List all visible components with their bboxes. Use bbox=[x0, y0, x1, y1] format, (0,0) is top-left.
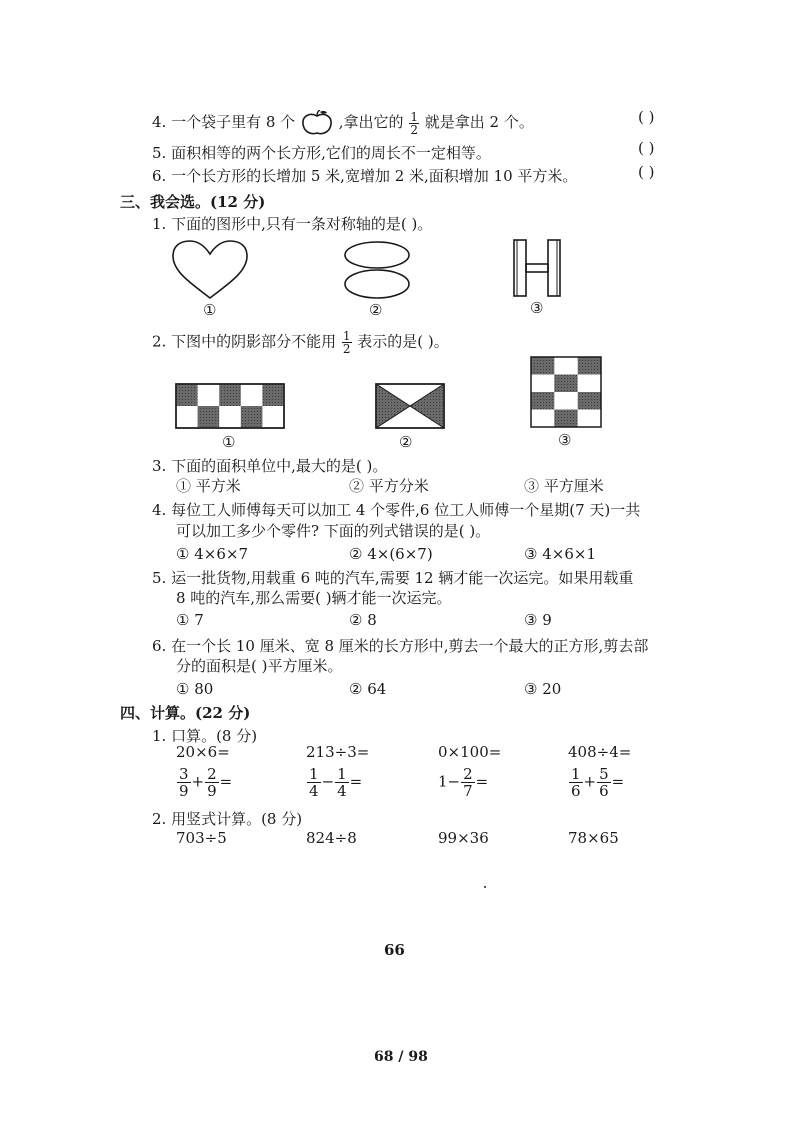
vertical-calc-2: 824÷8 bbox=[306, 829, 357, 847]
question-3-4-line1: 4. 每位工人师傅每天可以加工 4 个零件,6 位工人师傅一个星期(7 天)一共 bbox=[152, 501, 641, 519]
q-number: 4. bbox=[152, 113, 167, 131]
fraction-half: $\frac{1}{2}$ bbox=[342, 329, 351, 356]
q-text-a: 2. 下图中的阴影部分不能用 bbox=[152, 332, 337, 351]
option-label-3[interactable]: ③ bbox=[558, 431, 572, 449]
question-3-5-line1: 5. 运一批货物,用载重 6 吨的汽车,需要 12 辆才能一次运完。如果用载重 bbox=[152, 569, 634, 587]
question-2-6 bbox=[152, 166, 577, 186]
section-4-title: 四、计算。(22 分) bbox=[120, 704, 251, 722]
question-4-2-title: 2. 用竖式计算。(8 分) bbox=[152, 810, 303, 828]
option-label-1[interactable]: ① bbox=[222, 433, 236, 451]
q-number: 5. bbox=[152, 144, 167, 162]
page-counter: 68 / 98 bbox=[374, 1049, 428, 1065]
oral-calc-2: 213÷3= bbox=[306, 743, 370, 761]
vertical-calc-4: 78×65 bbox=[568, 829, 619, 847]
page-number: 66 bbox=[384, 941, 405, 959]
q-number: 6. bbox=[152, 167, 167, 185]
q-text-c: 就是拿出 2 个。 bbox=[424, 113, 534, 131]
option-3-6-3[interactable]: ③ 20 bbox=[524, 680, 562, 698]
answer-paren-2-6[interactable]: ( ) bbox=[638, 163, 655, 181]
option-label-2[interactable]: ② bbox=[369, 301, 383, 319]
two-ellipses-shape bbox=[342, 240, 412, 300]
oral-calc-4: 408÷4= bbox=[568, 743, 632, 761]
option-label-3[interactable]: ③ bbox=[530, 299, 544, 317]
option-3-5-1[interactable]: ① 7 bbox=[176, 611, 204, 629]
option-3-5-2[interactable]: ② 8 bbox=[349, 611, 377, 629]
checker-rectangle-figure bbox=[175, 383, 285, 429]
oral-calc-1: 20×6= bbox=[176, 743, 230, 761]
option-3-3-3[interactable]: ③ 平方厘米 bbox=[524, 477, 604, 495]
q-text: 面积相等的两个长方形,它们的周长不一定相等。 bbox=[171, 144, 491, 162]
question-4-1-title: 1. 口算。(8 分) bbox=[152, 727, 258, 745]
apple-icon bbox=[300, 110, 334, 136]
vertical-calc-3: 99×36 bbox=[438, 829, 489, 847]
q-text: 一个长方形的长增加 5 米,宽增加 2 米,面积增加 10 平方米。 bbox=[171, 167, 578, 185]
oral-calc-8: $\frac{1}{6}$ + $\frac{5}{6}$ = bbox=[571, 765, 625, 800]
answer-paren-2-4[interactable]: ( ) bbox=[638, 108, 655, 126]
speck bbox=[484, 886, 486, 888]
option-3-5-3[interactable]: ③ 9 bbox=[524, 611, 552, 629]
option-label-1[interactable]: ① bbox=[203, 301, 217, 319]
option-3-3-2[interactable]: ② 平方分米 bbox=[349, 477, 429, 495]
letter-h-shape bbox=[512, 238, 562, 298]
option-3-4-1[interactable]: ① 4×6×7 bbox=[176, 545, 248, 563]
option-3-3-1[interactable]: ① 平方米 bbox=[176, 477, 241, 495]
bowtie-rectangle-figure bbox=[375, 383, 445, 429]
option-3-4-3[interactable]: ③ 4×6×1 bbox=[524, 545, 596, 563]
question-3-5-line2: 8 吨的汽车,那么需要( )辆才能一次运完。 bbox=[176, 589, 452, 607]
question-3-3: 3. 下面的面积单位中,最大的是( )。 bbox=[152, 457, 388, 475]
oral-calc-7: 1− $\frac{2}{7}$ = bbox=[438, 765, 489, 800]
option-label-2[interactable]: ② bbox=[399, 433, 413, 451]
question-2-4 bbox=[152, 110, 534, 136]
oral-calc-6: $\frac{1}{4}$ − $\frac{1}{4}$ = bbox=[309, 765, 363, 800]
fraction-half: $\frac{1}{2}$ bbox=[410, 109, 418, 137]
option-3-6-2[interactable]: ② 64 bbox=[349, 680, 387, 698]
question-3-4-line2: 可以加工多少个零件? 下面的列式错误的是( )。 bbox=[176, 522, 491, 540]
q-text-b: 表示的是( )。 bbox=[357, 332, 449, 351]
vertical-calc-1: 703÷5 bbox=[176, 829, 227, 847]
oral-calc-3: 0×100= bbox=[438, 743, 502, 761]
question-3-1: 1. 下面的图形中,只有一条对称轴的是( )。 bbox=[152, 215, 433, 233]
answer-paren-2-5[interactable]: ( ) bbox=[638, 139, 655, 157]
question-3-2 bbox=[152, 330, 449, 355]
option-3-6-1[interactable]: ① 80 bbox=[176, 680, 214, 698]
q-text-a: 一个袋子里有 8 个 bbox=[171, 113, 296, 131]
question-2-5 bbox=[152, 143, 491, 163]
option-3-4-2[interactable]: ② 4×(6×7) bbox=[349, 545, 433, 563]
section-3-title: 三、我会选。(12 分) bbox=[120, 193, 266, 211]
q-text-b: ,拿出它的 bbox=[338, 113, 404, 131]
checker-square-figure bbox=[530, 356, 602, 428]
oral-calc-5: $\frac{3}{9}$ + $\frac{2}{9}$ = bbox=[179, 765, 233, 800]
heart-shape bbox=[170, 240, 250, 302]
question-3-6-line1: 6. 在一个长 10 厘米、宽 8 厘米的长方形中,剪去一个最大的正方形,剪去部 bbox=[152, 637, 649, 655]
question-3-6-line2: 分的面积是( )平方厘米。 bbox=[176, 657, 343, 675]
